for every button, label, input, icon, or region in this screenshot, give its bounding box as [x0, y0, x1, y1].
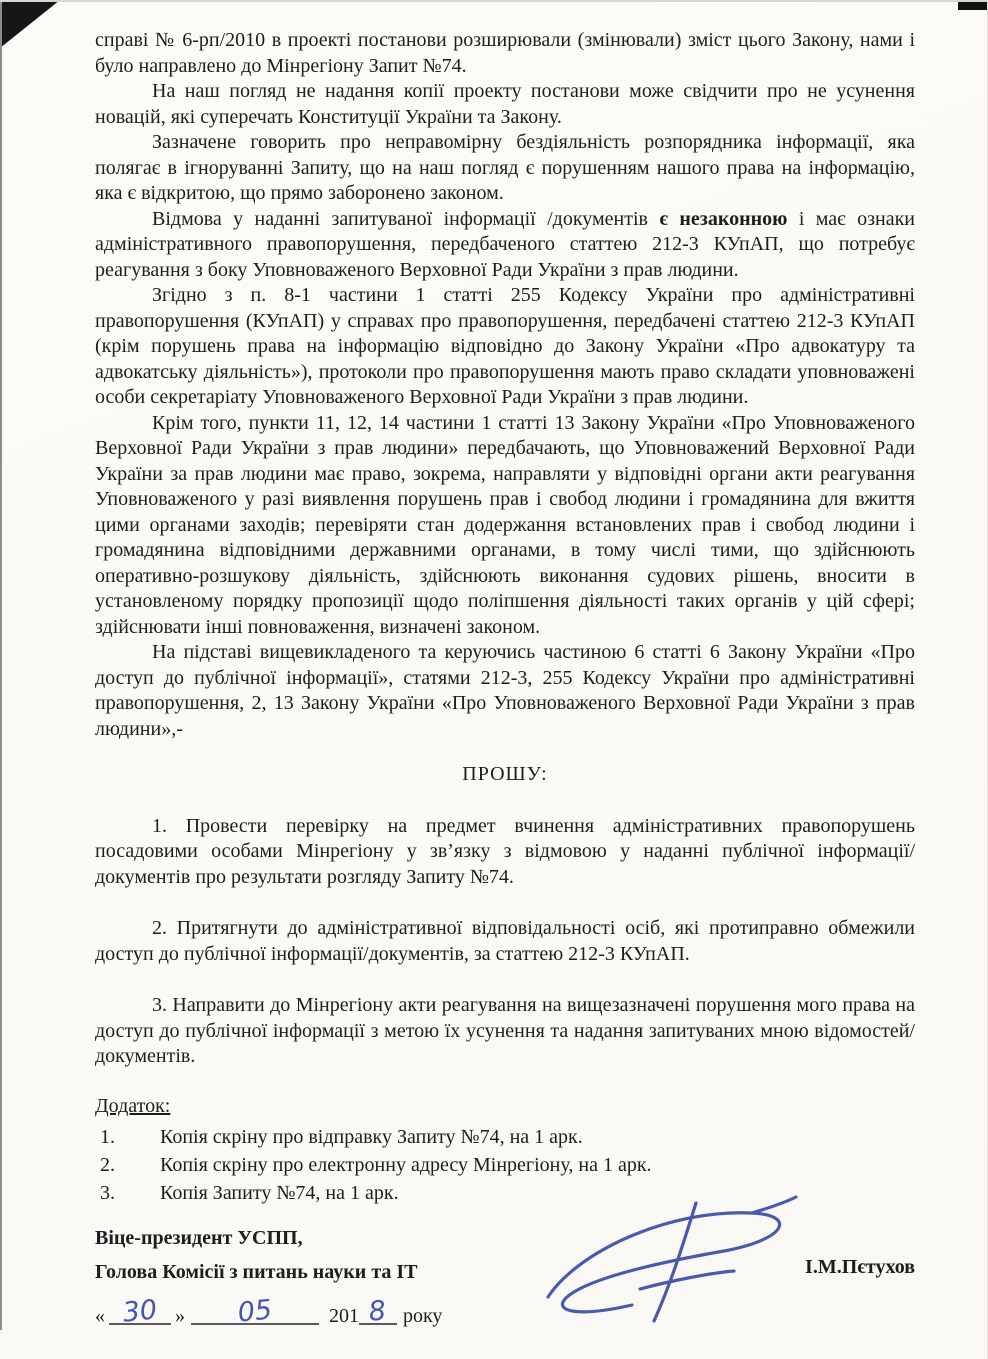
paragraph-with-bold [95, 207, 915, 284]
signer-title-line-1: Віце-президент УСПП, [95, 1227, 303, 1249]
paragraph: Зазначене говорить про неправомірну бездіяльність розпорядника інформації, яка полягає в ігноруванні Запиту, що на наш погляд є порушенням нашого права на інформацію, яка є відкритою, що прямо заборонено законом. [95, 131, 915, 204]
request-item-3: 3. Направити до Мінрегіону акти реагування на вищезазначені порушення мого права на доступ до публічної інформації з метою їх усунення та надання запитуваних мною відомостей/документів. [95, 994, 915, 1067]
signer-title-line-2: Голова Комісії з питань науки та ІТ [95, 1261, 418, 1283]
attachment-item [95, 1123, 915, 1151]
paragraph: Крім того, пункти 11, 12, 14 частини 1 статті 13 Закону України «Про Уповноваженого Верховної Ради України з прав людини» передбачають, що Уповноважений Верховної Ради України за прав людини має право, зокрема, направляти у відповідні органи акти реагування Уповноваженого у разі виявлення порушень прав і свобод людини і громадянина для вжиття цими органами заходів; перевіряти стан додержання встановлених прав і свобод людини і громадянина відповідними державними органами, в тому числі тими, що здійснюють оперативно-розшукову діяльність, здійснюють виконання судових рішень, вносити в установленому порядку пропозиції щодо поліпшення діяльності таких органів у цій сфері; здійснювати інші повноваження, визначені законом. [95, 411, 915, 638]
bold-phrase: є незаконною [659, 207, 788, 230]
paragraph-continuation: справі № 6-рп/2010 в проекті постанови розширювали (змінювали) зміст цього Закону, нами і було направлено до Мінрегіону Запит №74. [95, 29, 915, 77]
attachment-item [95, 1151, 915, 1179]
attachment-number: 1. [100, 1126, 115, 1148]
attachment-text: Копія скріну про відправку Запиту №74, на 1 арк. [160, 1126, 583, 1148]
attachments-title-text: Додаток: [95, 1094, 171, 1117]
paragraph: На підставі вищевикладеного та керуючись частиною 6 статті 6 Закону України «Про доступ до публічної інформації», статями 212-3, 255 Кодексу України про адміністративні правопорушення, 2, 13 Закону України «Про Уповноваженого Верховної Ради України з прав людини»,- [95, 641, 915, 740]
date-year-blank [359, 1295, 397, 1328]
paragraph-text: Відмова у наданні запитуваної інформації /документів [152, 207, 660, 230]
attachment-text: Копія скріну про електронну адресу Мінрегіону, на 1 арк. [160, 1154, 652, 1176]
request-heading: ПРОШУ: [462, 763, 548, 785]
attachment-number: 2. [100, 1154, 115, 1176]
signer-titles [95, 1221, 915, 1289]
attachment-text: Копія Запиту №74, на 1 арк. [160, 1182, 399, 1204]
attachments-title [95, 1094, 915, 1120]
paragraph: Згідно з п. 8-1 частини 1 статті 255 Кодексу України про адміністративні правопорушення (КУпАП) у справах про правопорушення, передбачені статтею 212-3 КУпАП (крім порушень права на інформацію відповідно до Закону України «Про адвокатуру та адвокатську діяльність»), протоколи про правопорушення мають право складати уповноважені особи секретаріату Уповноваженого Верховної Ради України з прав людини. [95, 284, 915, 408]
open-quote: « [95, 1305, 105, 1327]
handwritten-day: 30 [121, 1294, 159, 1329]
signature-block [95, 1221, 915, 1333]
close-quote: » [175, 1305, 185, 1327]
attachment-number: 3. [100, 1182, 115, 1204]
date-suffix: року [403, 1305, 443, 1327]
year-printed: 201 [329, 1305, 359, 1327]
paragraph-text: і має ознаки адміністративного правопорушення, передбаченого статтею 212-3 КУпАП, що потребує реагування з боку Уповноваженого Верховної Ради України з прав людини. [95, 207, 916, 281]
handwritten-month: 05 [236, 1294, 274, 1329]
date-month-blank [191, 1294, 319, 1329]
date-line [95, 1294, 915, 1333]
request-item-1: 1. Провести перевірку на предмет вчинення адміністративних правопорушень посадовими особами Мінрегіону у зв’язку з відмовою у наданні публічної інформації/документів про результати розгляду Запиту №74. [95, 814, 915, 888]
attachments-list [95, 1123, 915, 1207]
attachment-item [95, 1179, 915, 1207]
handwritten-year-digit: 8 [367, 1295, 388, 1328]
request-item-2: 2. Притягнути до адміністративної відповідальності осіб, які протиправно обмежили доступ до публічної інформації/документів, за статтею 212-3 КУпАП. [95, 917, 915, 965]
signer-name: І.М.Пєтухов [805, 1256, 915, 1278]
scan-edge-top [0, 0, 988, 2]
scan-artifact-top-left [0, 0, 60, 48]
scan-edge-left [0, 0, 2, 1330]
paragraph: На наш погляд не надання копії проекту постанови може свідчити про не усунення новацій, які суперечать Конституції України та Закону. [95, 80, 915, 128]
date-day-blank [109, 1294, 171, 1329]
document-body [95, 28, 915, 1333]
